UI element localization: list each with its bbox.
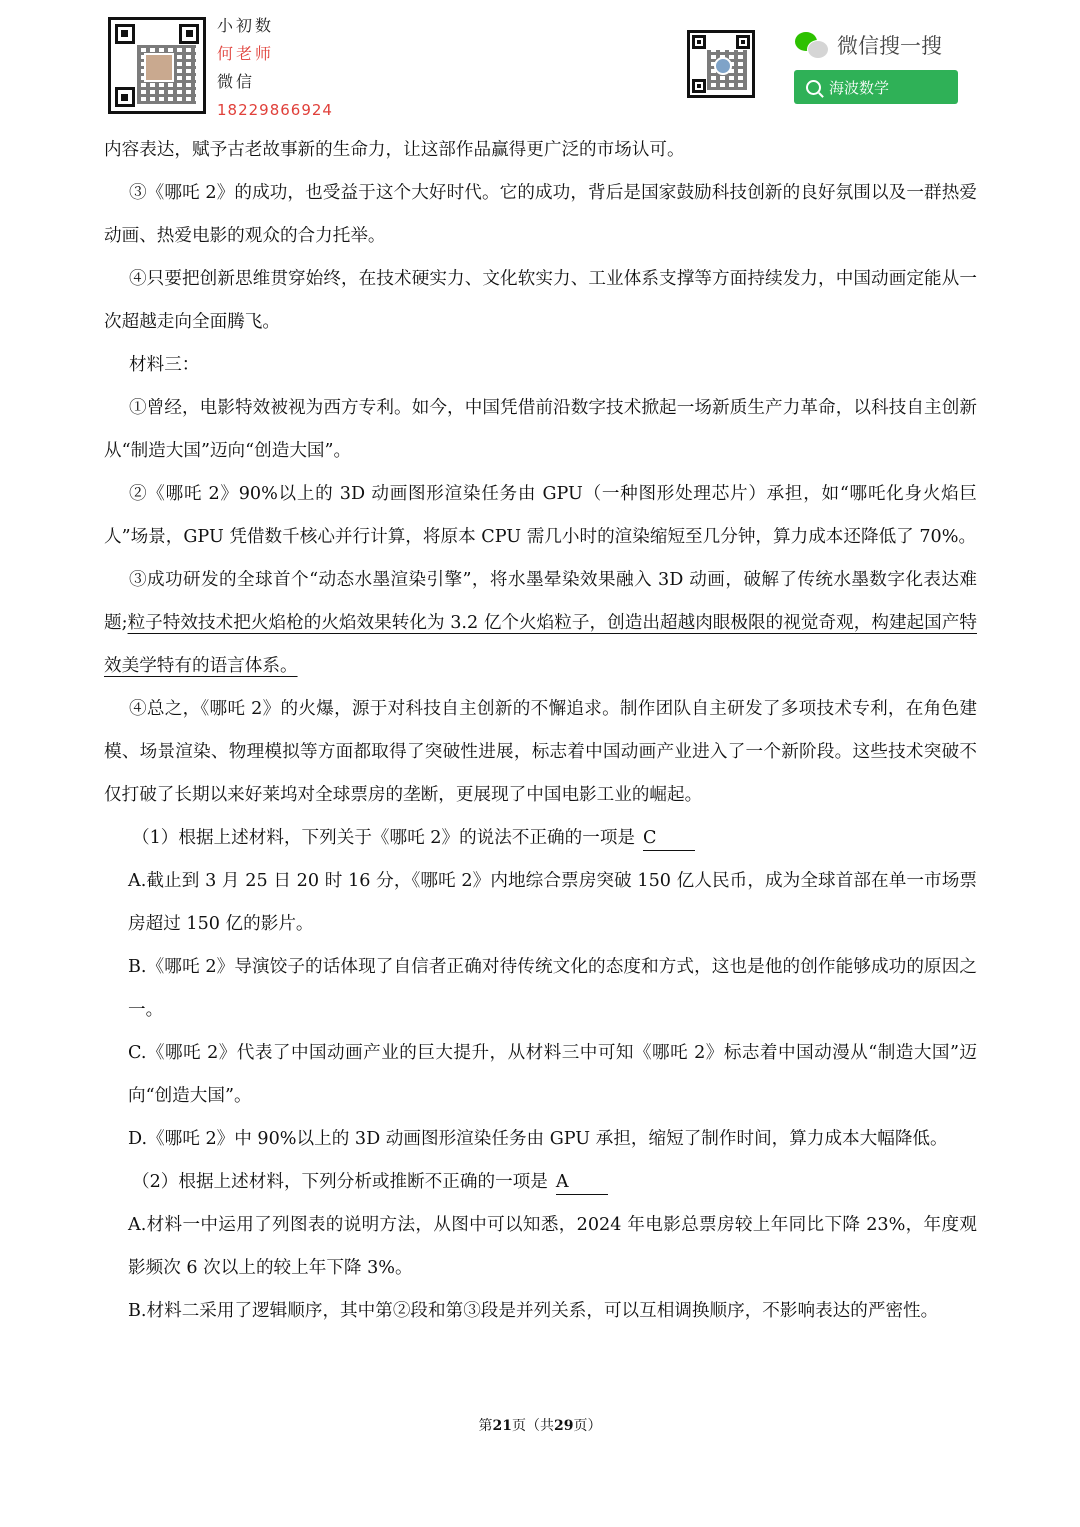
contact-qr-code (108, 17, 206, 114)
page-number: 21 (492, 1418, 512, 1434)
note-line-1: 小初数 (217, 16, 275, 35)
phone-number: 18229866924 (217, 101, 333, 119)
avatar (144, 53, 174, 82)
question-2 (104, 1161, 977, 1204)
note-line-3: 微信 (217, 72, 256, 91)
paragraph: 内容表达，赋予古老故事新的生命力，让这部作品赢得更广泛的市场认可。 (104, 140, 685, 160)
underlined-sentence: 粒子特效技术把火焰枪的火焰效果转化为 3.2 亿个火焰粒子，创造出超越肉眼极限的视觉奇观，构建起国产特效美学特有的语言体系。 (104, 613, 977, 676)
question-prompt: （2）根据上述材料，下列分析或推断不正确的一项是 (132, 1172, 548, 1192)
answer-blank: A (556, 1170, 608, 1195)
option-a: A.截止到 3 月 25 日 20 时 16 分，《哪吒 2》内地综合票房突破 150 亿人民币，成为全球首部在单一市场票房超过 150 亿的影片。 (128, 871, 977, 934)
note-line-2: 何老师 (217, 44, 275, 63)
question-1 (104, 817, 977, 860)
option-c: C.《哪吒 2》代表了中国动画产业的巨大提升，从材料三中可知《哪吒 2》标志着中国动漫从“制造大国”迈向“创造大国”。 (128, 1043, 977, 1106)
paragraph-text: ③成功研发的全球首个“动态水墨渲染引擎”，将水墨晕染效果融入 3D 动画，破解了传统水墨数字化表达难题; (104, 570, 977, 633)
contact-note (217, 12, 333, 124)
paragraph: ③《哪吒 2》的成功，也受益于这个大好时代。它的成功，背后是国家鼓励科技创新的良好氛围以及一群热爱动画、热爱电影的观众的合力托举。 (104, 183, 977, 246)
option-b: B.《哪吒 2》导演饺子的话体现了自信者正确对待传统文化的态度和方式，这也是他的创作能够成功的原因之一。 (128, 957, 977, 1020)
paragraph: ④总之，《哪吒 2》的火爆，源于对科技自主创新的不懈追求。制作团队自主研发了多项技术专利，在角色建模、场景渲染、物理模拟等方面都取得了突破性进展，标志着中国动画产业进入了一个新阶段。这些技术突破不仅打破了长期以来好莱坞对全球票房的垄断，更展现了中国电影工业的崛起。 (104, 699, 977, 805)
paragraph: ①曾经，电影特效被视为西方专利。如今，中国凭借前沿数字技术掀起一场新质生产力革命，以科技自主创新从“制造大国”迈向“创造大国”。 (104, 398, 977, 461)
search-icon (806, 80, 821, 95)
section-heading: 材料三： (129, 355, 200, 375)
paragraph (104, 559, 977, 688)
total-pages: 29 (554, 1418, 574, 1434)
page-footer: 第21页（共29页） (478, 1418, 602, 1434)
wechat-qr-code (687, 30, 755, 98)
search-label: 海波数学 (829, 78, 890, 97)
option-b: B.材料二采用了逻辑顺序，其中第②段和第③段是并列关系，可以互相调换顺序，不影响表达的严密性。 (128, 1301, 939, 1321)
wechat-search-title (795, 29, 942, 61)
wechat-title-text: 微信搜一搜 (837, 34, 942, 58)
option-d: D.《哪吒 2》中 90%以上的 3D 动画图形渲染任务由 GPU 承担，缩短了制作时间，算力成本大幅降低。 (128, 1129, 948, 1149)
document-body (104, 129, 977, 1333)
answer-blank: C (643, 826, 695, 851)
paragraph: ④只要把创新思维贯穿始终，在技术硬实力、文化软实力、工业体系支撑等方面持续发力，中国动画定能从一次超越走向全面腾飞。 (104, 269, 977, 332)
paragraph: ②《哪吒 2》90%以上的 3D 动画图形渲染任务由 GPU（一种图形处理芯片）承担，如“哪吒化身火焰巨人”场景，GPU 凭借数千核心并行计算，将原本 CPU 需几小时的渲染缩短至几分钟，算力成本还降低了 70%。 (104, 484, 977, 547)
wechat-icon (795, 32, 829, 58)
wechat-search-box[interactable] (794, 70, 958, 104)
question-prompt: （1）根据上述材料，下列关于《哪吒 2》的说法不正确的一项是 (132, 828, 636, 848)
option-a: A.材料一中运用了列图表的说明方法，从图中可以知悉，2024 年电影总票房较上年同比下降 23%，年度观影频次 6 次以上的较上年下降 3%。 (128, 1215, 977, 1278)
